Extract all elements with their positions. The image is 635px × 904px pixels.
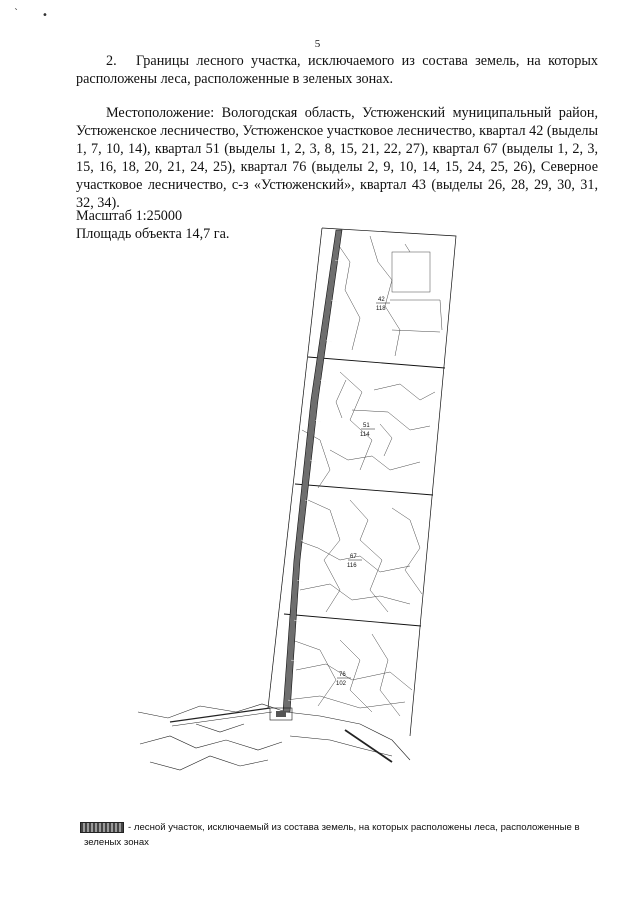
location-description: Местоположение: Вологодская область, Устюженский муниципальный район, Устюженское лесничество, Устюженское участковое лесничество, квартал 42 (выделы 1, 7, 10, 14), квартал 51 (выделы 1, 2, 3, 8, 15, 21, 22, 27), квартал 67 (выделы 1, 2, 3, 15, 16, 18, 20, 21, 24, 25), квартал 76 (выделы 2, 9, 10, 14, 15, 24, 25, 26), Северное участковое лесничество, с-з «Устюженский», квартал 43 (выделы 26, 28, 29, 30, 31, 32, 34).: [76, 105, 598, 211]
quarter-boundary: [284, 614, 421, 626]
quarter-number: 42: [378, 297, 385, 303]
quarter-label-51: [360, 423, 375, 438]
quarter-boundary: [308, 357, 445, 368]
map-frame: [322, 228, 456, 736]
quarter-number: 76: [339, 672, 346, 678]
quarter-label-42: [376, 297, 390, 312]
section-title: Границы лесного участка, исключаемого из состава земель, на которых расположены леса, расположенные в зеленых зонах.: [76, 53, 598, 87]
scan-mark: •: [42, 10, 48, 21]
quarter-number: 67: [350, 554, 357, 560]
legend-description: - лесной участок, исключаемый из состава земель, на которых расположены леса, расположенные в зеленых зонах: [84, 822, 580, 848]
quarter-boundary: [295, 484, 433, 495]
quarter-number: 51: [363, 423, 370, 429]
quarter-area: 116: [347, 563, 357, 569]
quarter-label-76: [336, 672, 351, 687]
quarter-area: 102: [336, 681, 347, 687]
page-number: 5: [314, 38, 321, 50]
quarter-area: 118: [376, 306, 386, 312]
quarter-area: 114: [360, 432, 370, 438]
object-area: Площадь объекта 14,7 га.: [76, 226, 230, 242]
map-scale: Масштаб 1:25000: [76, 208, 183, 224]
excluded-forest-plot: [283, 230, 342, 712]
section-number: 2.: [106, 53, 117, 69]
scan-mark: `: [14, 8, 19, 19]
